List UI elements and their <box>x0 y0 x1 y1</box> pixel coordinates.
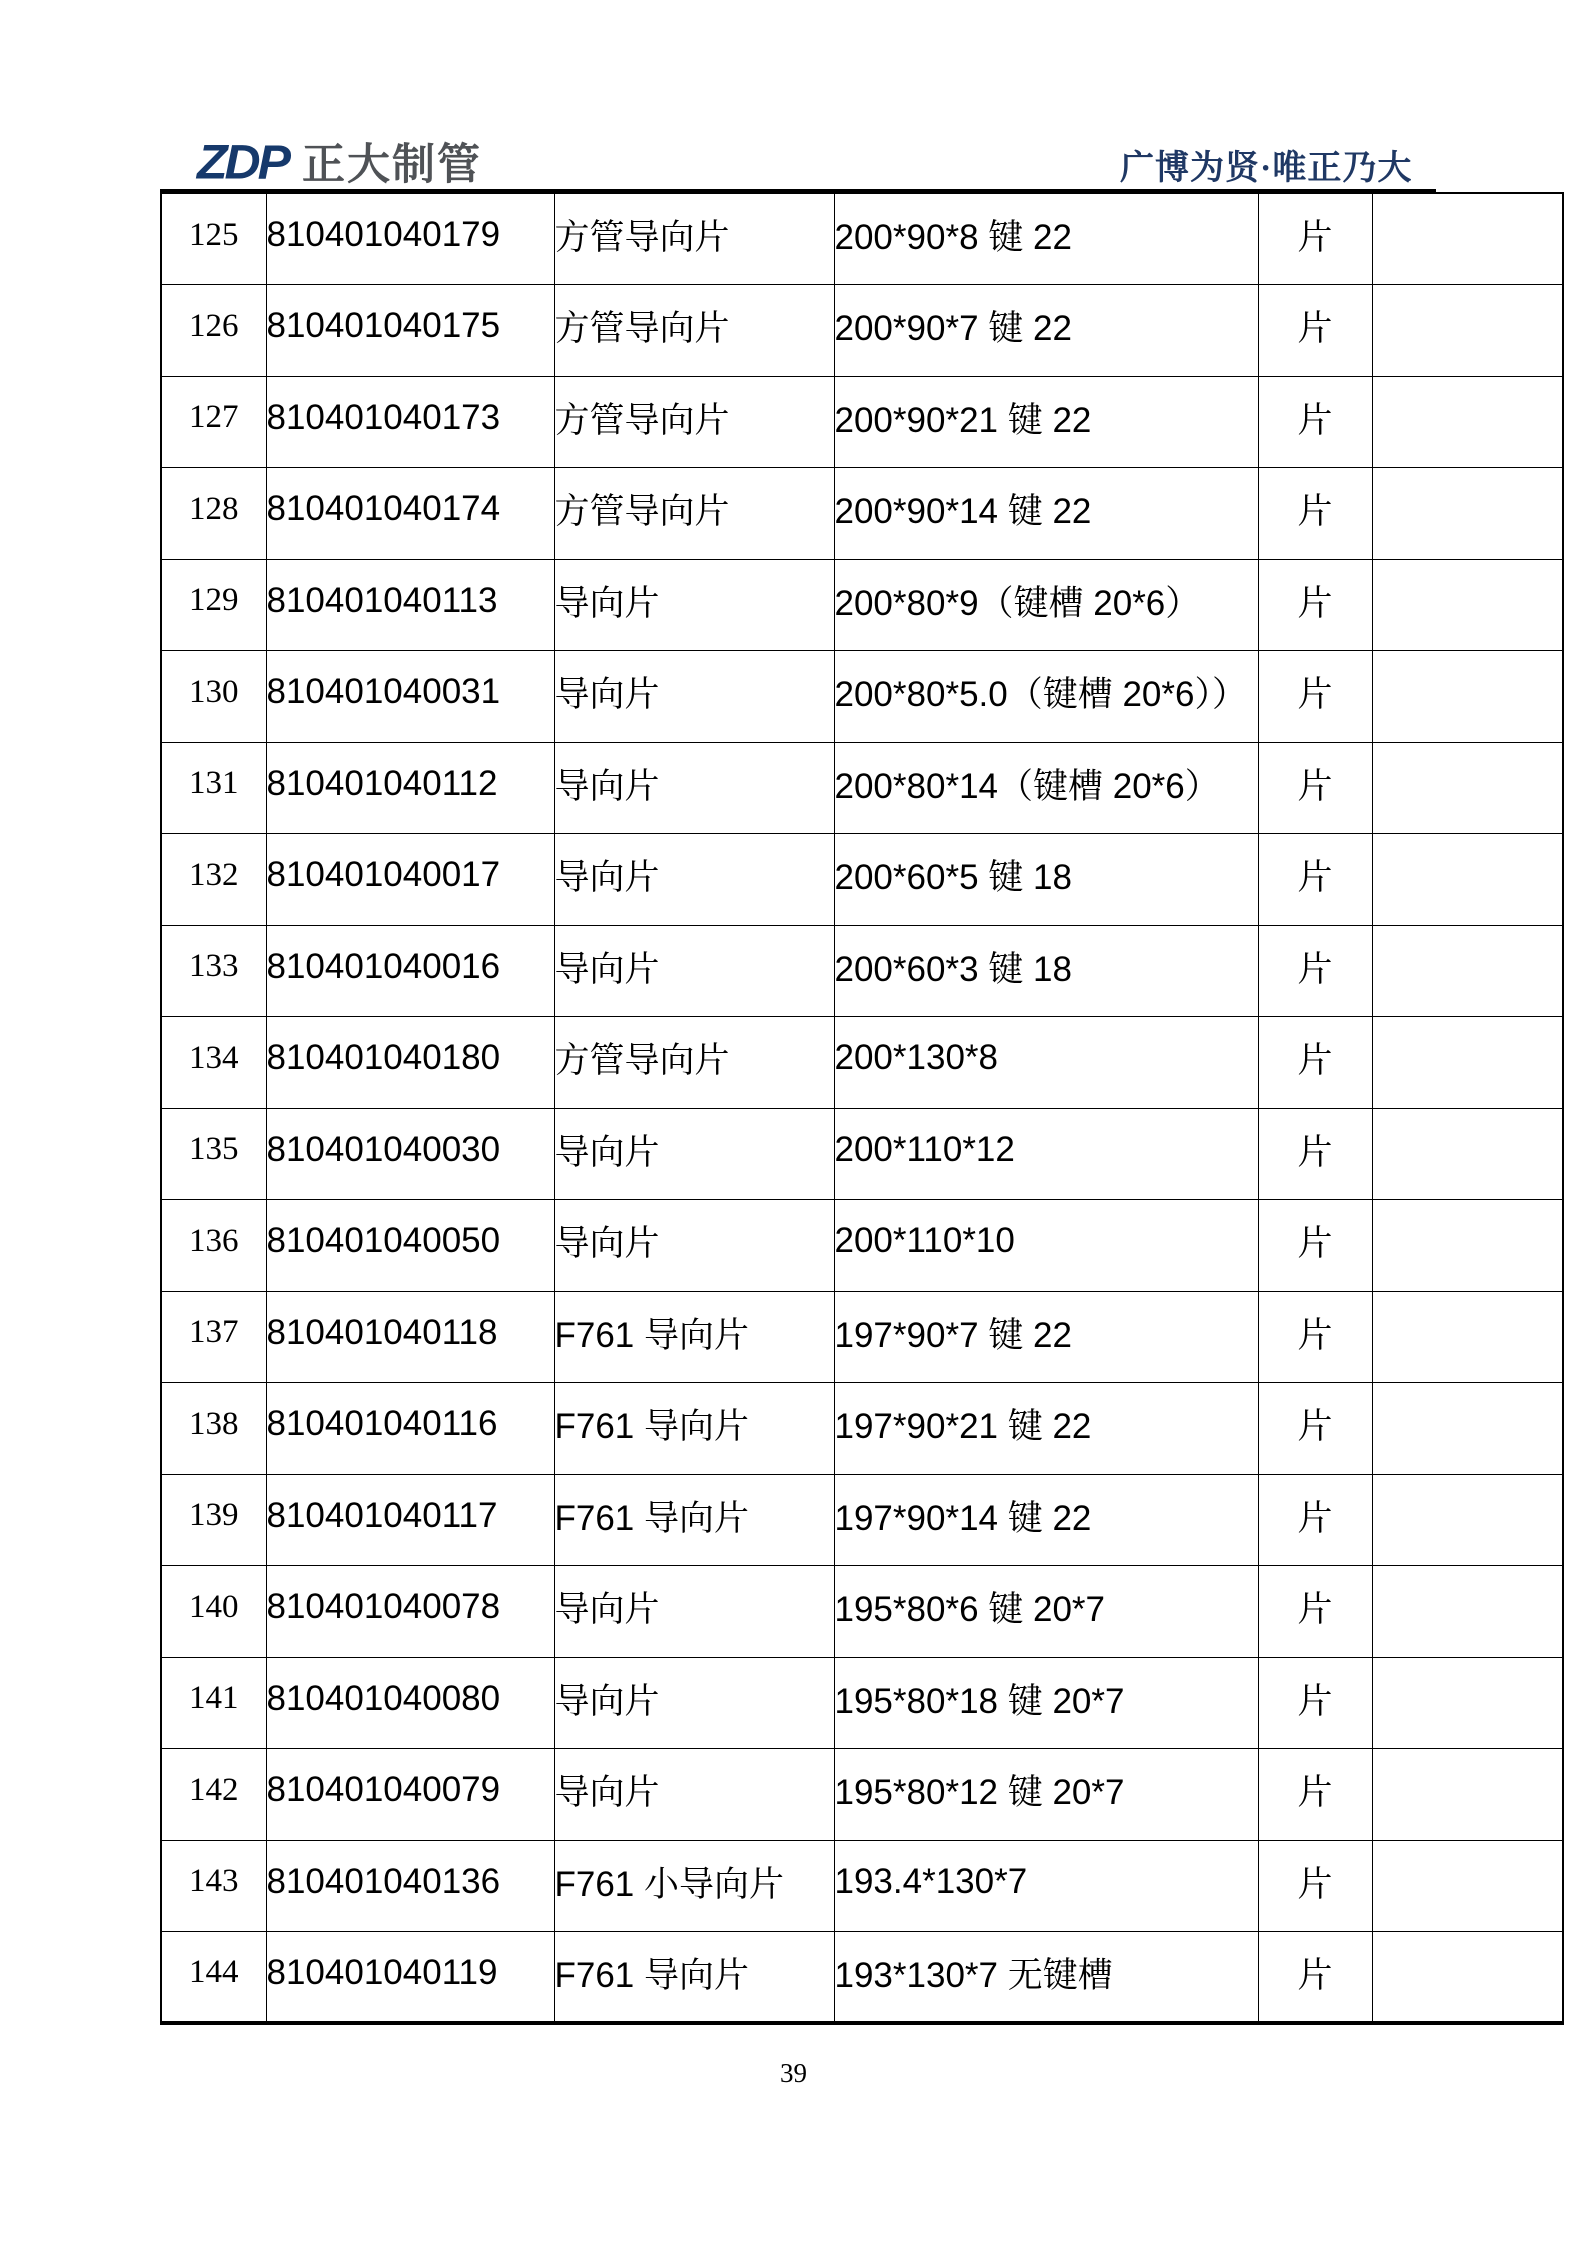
note-cell <box>1372 1108 1563 1200</box>
material-name-cell: 方管导向片 <box>554 468 834 560</box>
row-number-cell: 142 <box>161 1749 266 1841</box>
spec-cell: 200*90*14 键 22 <box>834 468 1258 560</box>
note-cell <box>1372 1291 1563 1383</box>
table-row <box>161 1108 1563 1200</box>
material-name-cell: 导向片 <box>554 559 834 651</box>
note-cell <box>1372 376 1563 468</box>
material-name-cell: 导向片 <box>554 1749 834 1841</box>
table-row <box>161 742 1563 834</box>
table-row <box>161 1017 1563 1109</box>
row-number-cell: 137 <box>161 1291 266 1383</box>
row-number-cell: 143 <box>161 1840 266 1932</box>
spec-cell: 193.4*130*7 <box>834 1840 1258 1932</box>
logo-zdp-text: ZDP <box>197 135 288 189</box>
table-row <box>161 376 1563 468</box>
material-name-cell: F761 导向片 <box>554 1383 834 1475</box>
material-code-cell: 810401040078 <box>266 1566 554 1658</box>
table-row <box>161 193 1563 285</box>
material-name-cell: 导向片 <box>554 1657 834 1749</box>
note-cell <box>1372 1200 1563 1292</box>
table-row <box>161 1566 1563 1658</box>
table-row <box>161 834 1563 926</box>
material-code-cell: 810401040118 <box>266 1291 554 1383</box>
unit-cell: 片 <box>1258 1474 1372 1566</box>
material-name-cell: 导向片 <box>554 742 834 834</box>
spec-cell: 200*110*12 <box>834 1108 1258 1200</box>
material-code-cell: 810401040175 <box>266 285 554 377</box>
spec-cell: 197*90*14 键 22 <box>834 1474 1258 1566</box>
unit-cell: 片 <box>1258 468 1372 560</box>
note-cell <box>1372 285 1563 377</box>
page-header <box>0 0 1587 193</box>
table-row <box>161 559 1563 651</box>
unit-cell: 片 <box>1258 742 1372 834</box>
material-code-cell: 810401040179 <box>266 193 554 285</box>
material-code-cell: 810401040112 <box>266 742 554 834</box>
note-cell <box>1372 1840 1563 1932</box>
spec-cell: 200*80*9（键槽 20*6） <box>834 559 1258 651</box>
material-code-cell: 810401040173 <box>266 376 554 468</box>
spec-cell: 200*130*8 <box>834 1017 1258 1109</box>
table-row <box>161 1291 1563 1383</box>
unit-cell: 片 <box>1258 925 1372 1017</box>
table-row <box>161 651 1563 743</box>
row-number-cell: 136 <box>161 1200 266 1292</box>
unit-cell: 片 <box>1258 376 1372 468</box>
row-number-cell: 133 <box>161 925 266 1017</box>
material-name-cell: 导向片 <box>554 834 834 926</box>
material-name-cell: 导向片 <box>554 1108 834 1200</box>
spec-cell: 200*60*5 键 18 <box>834 834 1258 926</box>
note-cell <box>1372 468 1563 560</box>
material-code-cell: 810401040080 <box>266 1657 554 1749</box>
material-code-cell: 810401040031 <box>266 651 554 743</box>
table-row <box>161 1474 1563 1566</box>
material-name-cell: 方管导向片 <box>554 376 834 468</box>
material-name-cell: 导向片 <box>554 1566 834 1658</box>
material-code-cell: 810401040136 <box>266 1840 554 1932</box>
material-code-cell: 810401040050 <box>266 1200 554 1292</box>
row-number-cell: 144 <box>161 1932 266 2024</box>
note-cell <box>1372 1657 1563 1749</box>
material-code-cell: 810401040113 <box>266 559 554 651</box>
material-code-cell: 810401040180 <box>266 1017 554 1109</box>
table-row <box>161 1840 1563 1932</box>
row-number-cell: 132 <box>161 834 266 926</box>
note-cell <box>1372 1383 1563 1475</box>
unit-cell: 片 <box>1258 193 1372 285</box>
material-name-cell: F761 导向片 <box>554 1932 834 2024</box>
table-row <box>161 1657 1563 1749</box>
header-slogan: 广博为贤·唯正乃大 <box>1120 150 1413 187</box>
unit-cell: 片 <box>1258 1017 1372 1109</box>
material-code-cell: 810401040079 <box>266 1749 554 1841</box>
parts-table-body <box>161 193 1563 2023</box>
unit-cell: 片 <box>1258 559 1372 651</box>
material-code-cell: 810401040117 <box>266 1474 554 1566</box>
unit-cell: 片 <box>1258 1840 1372 1932</box>
spec-cell: 200*110*10 <box>834 1200 1258 1292</box>
spec-cell: 197*90*21 键 22 <box>834 1383 1258 1475</box>
material-name-cell: 导向片 <box>554 925 834 1017</box>
logo-company-name: 正大制管 <box>302 141 482 189</box>
spec-cell: 200*80*5.0（键槽 20*6）） <box>834 651 1258 743</box>
note-cell <box>1372 1932 1563 2024</box>
note-cell <box>1372 1566 1563 1658</box>
material-code-cell: 810401040116 <box>266 1383 554 1475</box>
spec-cell: 200*90*8 键 22 <box>834 193 1258 285</box>
unit-cell: 片 <box>1258 1657 1372 1749</box>
spec-cell: 197*90*7 键 22 <box>834 1291 1258 1383</box>
row-number-cell: 126 <box>161 285 266 377</box>
note-cell <box>1372 925 1563 1017</box>
note-cell <box>1372 1749 1563 1841</box>
note-cell <box>1372 834 1563 926</box>
note-cell <box>1372 742 1563 834</box>
row-number-cell: 140 <box>161 1566 266 1658</box>
unit-cell: 片 <box>1258 1749 1372 1841</box>
row-number-cell: 138 <box>161 1383 266 1475</box>
unit-cell: 片 <box>1258 651 1372 743</box>
material-name-cell: 导向片 <box>554 1200 834 1292</box>
material-name-cell: F761 导向片 <box>554 1474 834 1566</box>
row-number-cell: 125 <box>161 193 266 285</box>
spec-cell: 195*80*12 键 20*7 <box>834 1749 1258 1841</box>
table-row <box>161 1932 1563 2024</box>
material-code-cell: 810401040017 <box>266 834 554 926</box>
company-logo <box>197 131 482 193</box>
unit-cell: 片 <box>1258 834 1372 926</box>
material-name-cell: F761 小导向片 <box>554 1840 834 1932</box>
material-name-cell: 方管导向片 <box>554 193 834 285</box>
material-code-cell: 810401040174 <box>266 468 554 560</box>
row-number-cell: 139 <box>161 1474 266 1566</box>
unit-cell: 片 <box>1258 1932 1372 2024</box>
material-code-cell: 810401040030 <box>266 1108 554 1200</box>
table-row <box>161 285 1563 377</box>
table-row <box>161 1749 1563 1841</box>
table-row <box>161 1200 1563 1292</box>
spec-cell: 193*130*7 无键槽 <box>834 1932 1258 2024</box>
table-row <box>161 925 1563 1017</box>
material-code-cell: 810401040016 <box>266 925 554 1017</box>
unit-cell: 片 <box>1258 1200 1372 1292</box>
table-row <box>161 468 1563 560</box>
spec-cell: 200*90*21 键 22 <box>834 376 1258 468</box>
note-cell <box>1372 651 1563 743</box>
spec-cell: 195*80*6 键 20*7 <box>834 1566 1258 1658</box>
row-number-cell: 134 <box>161 1017 266 1109</box>
unit-cell: 片 <box>1258 1383 1372 1475</box>
row-number-cell: 129 <box>161 559 266 651</box>
note-cell <box>1372 1474 1563 1566</box>
unit-cell: 片 <box>1258 1291 1372 1383</box>
material-name-cell: 方管导向片 <box>554 285 834 377</box>
row-number-cell: 135 <box>161 1108 266 1200</box>
note-cell <box>1372 559 1563 651</box>
row-number-cell: 131 <box>161 742 266 834</box>
unit-cell: 片 <box>1258 1108 1372 1200</box>
unit-cell: 片 <box>1258 285 1372 377</box>
row-number-cell: 141 <box>161 1657 266 1749</box>
row-number-cell: 127 <box>161 376 266 468</box>
material-name-cell: F761 导向片 <box>554 1291 834 1383</box>
material-code-cell: 810401040119 <box>266 1932 554 2024</box>
table-row <box>161 1383 1563 1475</box>
spec-cell: 200*80*14（键槽 20*6） <box>834 742 1258 834</box>
note-cell <box>1372 193 1563 285</box>
material-name-cell: 导向片 <box>554 651 834 743</box>
row-number-cell: 128 <box>161 468 266 560</box>
material-name-cell: 方管导向片 <box>554 1017 834 1109</box>
page-number: 39 <box>780 2058 807 2088</box>
spec-cell: 200*90*7 键 22 <box>834 285 1258 377</box>
spec-cell: 200*60*3 键 18 <box>834 925 1258 1017</box>
row-number-cell: 130 <box>161 651 266 743</box>
unit-cell: 片 <box>1258 1566 1372 1658</box>
spec-cell: 195*80*18 键 20*7 <box>834 1657 1258 1749</box>
parts-table <box>160 192 1564 2025</box>
note-cell <box>1372 1017 1563 1109</box>
